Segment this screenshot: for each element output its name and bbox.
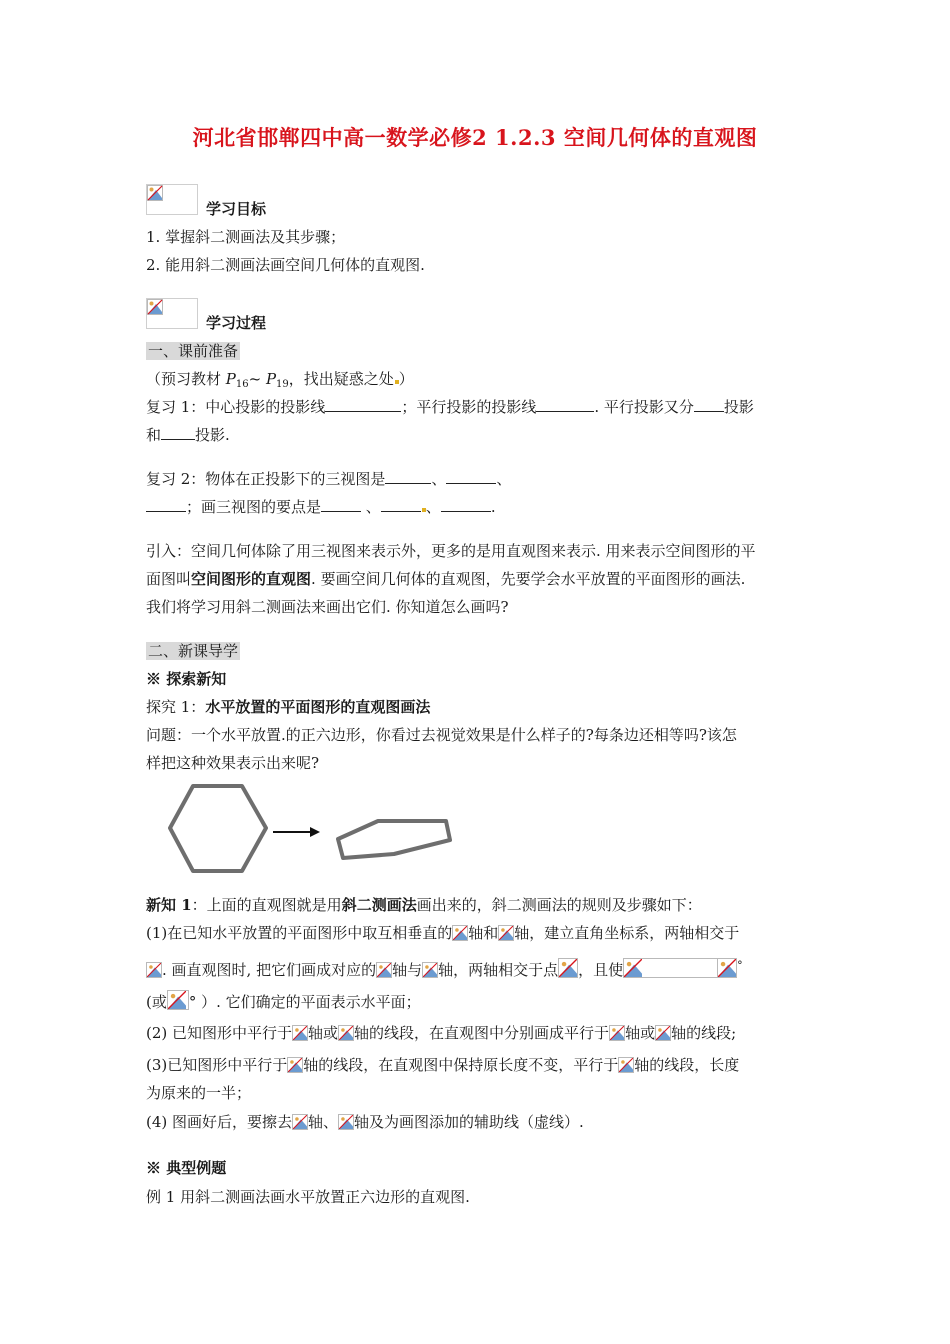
broken-image-icon: [146, 962, 162, 978]
blank: [161, 425, 195, 440]
preview-line: （预习教材 $P_{16}\sim$ $P_{19}$，找出疑惑之处 ）: [146, 370, 414, 390]
review2-line1: 复习 2：物体在正投影下的三视图是 、 、: [146, 470, 512, 488]
broken-image-icon: [376, 962, 392, 978]
review2-line2: ；画三视图的要点是 、 、 .: [146, 497, 496, 517]
broken-image-icon: [452, 925, 468, 941]
rule3-line: (3)已知图形中平行于 轴的线段，在直观图中保持原长度不变，平行于 轴的线段，长度: [146, 1056, 740, 1074]
process-heading: 学习过程: [206, 314, 267, 332]
review1-line1: 复习 1：中心投影的投影线 ；平行投影的投影线 . 平行投影又分 投影: [146, 398, 754, 416]
regular-hexagon-shape: [170, 786, 266, 871]
blank: [146, 497, 186, 512]
broken-image-icon: [422, 962, 438, 978]
rule2-line: (2) 已知图形中平行于 轴或 轴的线段，在直观图中分别画成平行于 轴或 轴的线段;: [146, 1024, 737, 1042]
goals-heading: 学习目标: [206, 200, 267, 218]
probe-line: 探究 1：水平放置的平面图形的直观图画法: [146, 698, 431, 716]
broken-image-icon: [618, 1057, 634, 1073]
broken-image-icon: [147, 185, 163, 201]
blank: [536, 397, 594, 412]
process-heading-image: [146, 298, 198, 329]
intro-line1: 引入：空间几何体除了用三视图来表示外，更多的是用直观图来表示. 用来表示空间图形的平: [146, 542, 756, 560]
rule1-line3: (或 ° ）. 它们确定的平面表示水平面；: [146, 990, 421, 1012]
broken-image-icon: [623, 958, 719, 978]
broken-image-icon: [558, 958, 578, 978]
oblique-hexagon-shape: [338, 821, 450, 858]
blank: [441, 497, 491, 512]
broken-image-icon: [338, 1025, 354, 1041]
rule1-line: (1)在已知水平放置的平面图形中取互相垂直的 轴和 轴，建立直角坐标系，两轴相交于: [146, 924, 740, 942]
goals-heading-image: [146, 184, 198, 215]
broken-image-icon: [498, 925, 514, 941]
intro-line3: 我们将学习用斜二测画法来画出它们. 你知道怎么画吗?: [146, 598, 509, 616]
typical-heading: ※ 典型例题: [146, 1159, 227, 1177]
broken-image-icon: [338, 1114, 354, 1130]
blank: [385, 469, 431, 484]
review1-line2: 和 投影.: [146, 426, 230, 444]
broken-image-icon: [609, 1025, 625, 1041]
newknow-line: 新知 1：上面的直观图就是用斜二测画法画出来的，斜二测画法的规则及步骤如下：: [146, 896, 702, 914]
intro-line2: 面图叫空间图形的直观图. 要画空间几何体的直观图，先要学会水平放置的平面图形的画法.: [146, 570, 746, 588]
blank: [694, 397, 724, 412]
blank: [325, 397, 401, 412]
blank: [446, 469, 496, 484]
broken-image-icon: [655, 1025, 671, 1041]
question-line2: 样把这种效果表示出来呢?: [146, 754, 320, 772]
blank: [381, 497, 421, 512]
broken-image-icon: [287, 1057, 303, 1073]
example1-line: 例 1 用斜二测画法画水平放置正六边形的直观图.: [146, 1188, 470, 1206]
blank: [321, 497, 361, 512]
explore-heading: ※ 探索新知: [146, 670, 227, 688]
broken-image-icon: [167, 990, 189, 1010]
goal-item: 1. 掌握斜二测画法及其步骤；: [146, 228, 346, 246]
goal-item: 2. 能用斜二测画法画空间几何体的直观图.: [146, 256, 425, 274]
broken-image-icon: [292, 1114, 308, 1130]
question-line1: 问题：一个水平放置.的正六边形，你看过去视觉效果是什么样子的?每条边还相等吗?该怎: [146, 726, 737, 744]
broken-image-icon: [717, 958, 737, 978]
prep-heading: 一、课前准备: [148, 342, 239, 360]
rule1-line2: . 画直观图时, 把它们画成对应的 轴与 轴，两轴相交于点 ，且使 °: [146, 956, 743, 980]
newlesson-heading: 二、新课导学: [148, 642, 239, 660]
rule3-line2: 为原来的一半；: [146, 1084, 252, 1102]
rule4-line: (4) 图画好后，要擦去 轴、 轴及为画图添加的辅助线（虚线）.: [146, 1113, 584, 1131]
right-arrow-icon: [273, 827, 320, 837]
broken-image-icon: [147, 299, 163, 315]
page-title: 河北省邯郸四中高一数学必修2 1.2.3 空间几何体的直观图: [192, 125, 758, 150]
hexagon-figure: [160, 778, 460, 880]
broken-image-icon: [292, 1025, 308, 1041]
